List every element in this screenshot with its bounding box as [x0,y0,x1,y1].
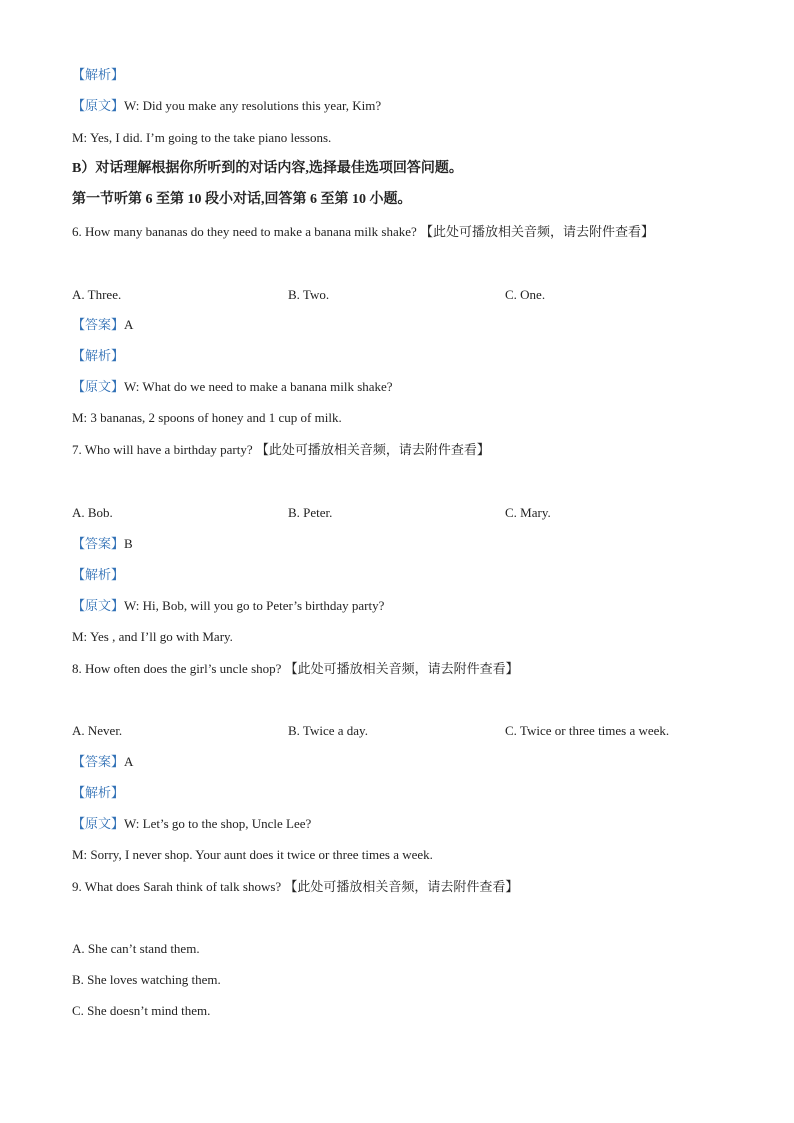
option-b: B. She loves watching them. [72,972,221,987]
option-c: C. One. [505,287,546,302]
answer-line: 【答案】A [72,754,134,769]
original-text-line: 【原文】W: What do we need to make a banana milk shake? [72,379,393,394]
answer-line: 【答案】A [72,317,134,332]
option-b: B. Peter. [288,505,333,520]
option-b: B. Two. [288,287,330,302]
subsection-heading: 第一节听第 6 至第 10 段小对话,回答第 6 至第 10 小题。 [72,192,412,207]
original-text-line: 【原文】W: Hi, Bob, will you go to Peter’s birthday party? [72,598,385,613]
dialogue-line: M: Yes, I did. I’m going to the take piano lessons. [72,130,332,145]
question-stem: 6. How many bananas do they need to make a banana milk shake? 【此处可播放相关音频，请去附件查看】 [72,224,654,239]
original-text-line: 【原文】W: Let’s go to the shop, Uncle Lee? [72,816,312,831]
analysis-label: 【解析】 [72,348,125,363]
section-heading: B）对话理解根据你所听到的对话内容,选择最佳选项回答问题。 [72,161,463,176]
dialogue-line: M: 3 bananas, 2 spoons of honey and 1 cup of milk. [72,410,342,425]
dialogue-line: M: Yes , and I’ll go with Mary. [72,629,233,644]
question-stem: 9. What does Sarah think of talk shows? 【此处可播放相关音频，请去附件查看】 [72,879,519,894]
option-a: A. She can’t stand them. [72,941,200,956]
analysis-label: 【解析】 [72,567,125,582]
option-a: A. Never. [72,723,123,738]
answer-line: 【答案】B [72,536,133,551]
option-c: C. Twice or three times a week. [505,723,670,738]
option-c: C. Mary. [505,505,551,520]
analysis-label: 【解析】 [72,67,125,82]
option-a: A. Bob. [72,505,113,520]
question-stem: 8. How often does the girl’s uncle shop? 【此处可播放相关音频，请去附件查看】 [72,661,519,676]
analysis-label: 【解析】 [72,785,125,800]
option-c: C. She doesn’t mind them. [72,1003,211,1018]
question-stem: 7. Who will have a birthday party? 【此处可播放相关音频，请去附件查看】 [72,442,490,457]
dialogue-line: M: Sorry, I never shop. Your aunt does it twice or three times a week. [72,847,433,862]
option-a: A. Three. [72,287,122,302]
original-text-line: 【原文】W: Did you make any resolutions this year, Kim? [72,98,382,113]
option-b: B. Twice a day. [288,723,368,738]
